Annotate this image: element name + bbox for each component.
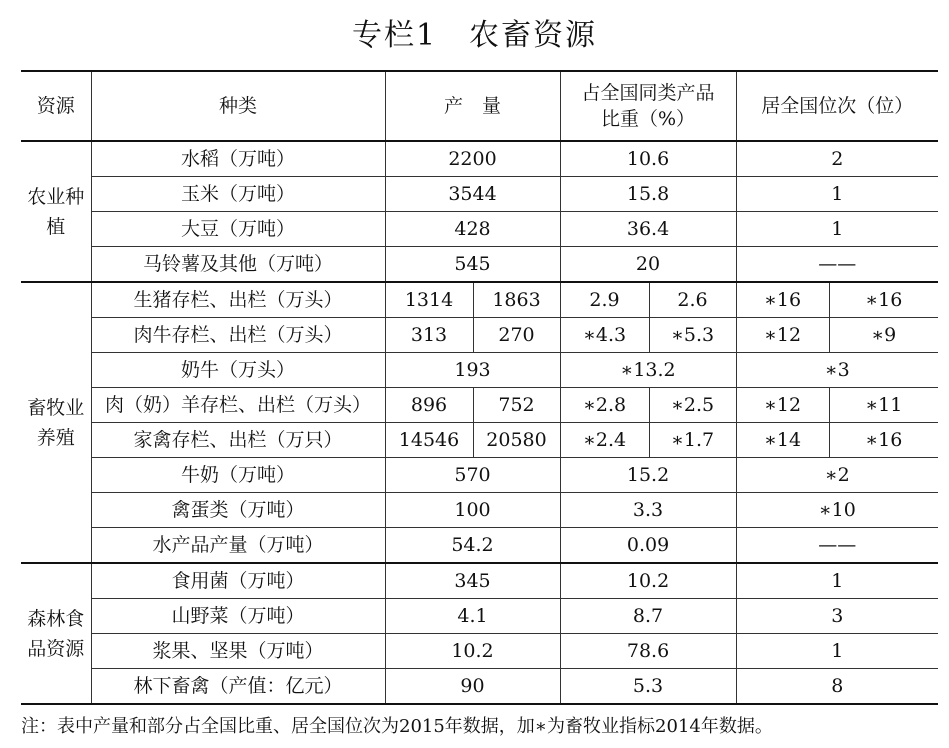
type-cell: 禽蛋类（万吨） xyxy=(91,493,385,528)
table-row xyxy=(21,669,938,705)
output-cell: 345 xyxy=(385,563,560,599)
output-cell: 4.1 xyxy=(385,599,560,634)
type-cell: 肉（奶）羊存栏、出栏（万头） xyxy=(91,388,385,423)
share-cell: 5.3 xyxy=(560,669,736,705)
share-cell: 20 xyxy=(560,247,736,283)
type-cell: 山野菜（万吨） xyxy=(91,599,385,634)
header-output: 产 量 xyxy=(385,71,560,141)
rank-cell: ∗16 xyxy=(829,282,938,318)
output-cell: 193 xyxy=(385,353,560,388)
share-cell: ∗2.8 xyxy=(560,388,649,423)
output-cell: 1314 xyxy=(385,282,473,318)
rank-cell: —— xyxy=(736,247,938,283)
output-cell: 1863 xyxy=(473,282,560,318)
share-cell: ∗2.5 xyxy=(649,388,736,423)
output-cell: 313 xyxy=(385,318,473,353)
share-cell: ∗5.3 xyxy=(649,318,736,353)
rank-cell: ∗10 xyxy=(736,493,938,528)
group-label: 森林食品资源 xyxy=(21,563,91,704)
share-cell: ∗1.7 xyxy=(649,423,736,458)
table-row xyxy=(21,423,938,458)
type-cell: 肉牛存栏、出栏（万头） xyxy=(91,318,385,353)
share-cell: 15.2 xyxy=(560,458,736,493)
table-row xyxy=(21,563,938,599)
rank-cell: 1 xyxy=(736,634,938,669)
output-cell: 896 xyxy=(385,388,473,423)
type-cell: 奶牛（万头） xyxy=(91,353,385,388)
rank-cell: ∗9 xyxy=(829,318,938,353)
rank-cell: ∗12 xyxy=(736,318,829,353)
output-cell: 545 xyxy=(385,247,560,283)
table-row xyxy=(21,212,938,247)
type-cell: 家禽存栏、出栏（万只） xyxy=(91,423,385,458)
share-cell: ∗2.4 xyxy=(560,423,649,458)
table-body xyxy=(21,141,938,704)
output-cell: 428 xyxy=(385,212,560,247)
rank-cell: ∗2 xyxy=(736,458,938,493)
type-cell: 浆果、坚果（万吨） xyxy=(91,634,385,669)
rank-cell: 8 xyxy=(736,669,938,705)
output-cell: 100 xyxy=(385,493,560,528)
rank-cell: ∗16 xyxy=(829,423,938,458)
rank-cell: ∗11 xyxy=(829,388,938,423)
type-cell: 马铃薯及其他（万吨） xyxy=(91,247,385,283)
output-cell: 752 xyxy=(473,388,560,423)
output-cell: 20580 xyxy=(473,423,560,458)
table-row xyxy=(21,528,938,564)
header-share: 占全国同类产品比重（%） xyxy=(560,71,736,141)
rank-cell: 2 xyxy=(736,141,938,177)
share-cell: 2.9 xyxy=(560,282,649,318)
page-title: 专栏1 农畜资源 xyxy=(351,18,598,53)
output-cell: 54.2 xyxy=(385,528,560,564)
share-cell: 3.3 xyxy=(560,493,736,528)
type-cell: 林下畜禽（产值：亿元） xyxy=(91,669,385,705)
share-cell: 36.4 xyxy=(560,212,736,247)
share-cell: ∗13.2 xyxy=(560,353,736,388)
type-cell: 水产品产量（万吨） xyxy=(91,528,385,564)
table-row xyxy=(21,388,938,423)
share-cell: 15.8 xyxy=(560,177,736,212)
header-rank: 居全国位次（位） xyxy=(736,71,938,141)
type-cell: 生猪存栏、出栏（万头） xyxy=(91,282,385,318)
share-cell: 0.09 xyxy=(560,528,736,564)
type-cell: 大豆（万吨） xyxy=(91,212,385,247)
output-cell: 2200 xyxy=(385,141,560,177)
table-row xyxy=(21,634,938,669)
table-row xyxy=(21,177,938,212)
table-row xyxy=(21,318,938,353)
rank-cell: ∗12 xyxy=(736,388,829,423)
share-cell: 10.2 xyxy=(560,563,736,599)
type-cell: 玉米（万吨） xyxy=(91,177,385,212)
share-cell: 2.6 xyxy=(649,282,736,318)
header-resource: 资源 xyxy=(21,71,91,141)
group-label: 畜牧业养殖 xyxy=(21,282,91,563)
share-cell: ∗4.3 xyxy=(560,318,649,353)
table-row xyxy=(21,141,938,177)
type-cell: 水稻（万吨） xyxy=(91,141,385,177)
table-row xyxy=(21,247,938,283)
output-cell: 570 xyxy=(385,458,560,493)
table-row xyxy=(21,458,938,493)
rank-cell: 1 xyxy=(736,212,938,247)
output-cell: 14546 xyxy=(385,423,473,458)
share-cell: 10.6 xyxy=(560,141,736,177)
resource-table xyxy=(21,70,938,705)
share-cell: 78.6 xyxy=(560,634,736,669)
footnote: 注：表中产量和部分占全国比重、居全国位次为2015年数据，加∗为畜牧业指标2014年数据。 xyxy=(21,716,773,737)
share-cell: 8.7 xyxy=(560,599,736,634)
rank-cell: ∗16 xyxy=(736,282,829,318)
type-cell: 食用菌（万吨） xyxy=(91,563,385,599)
rank-cell: 3 xyxy=(736,599,938,634)
rank-cell: 1 xyxy=(736,177,938,212)
group-label: 农业种植 xyxy=(21,141,91,282)
rank-cell: ∗14 xyxy=(736,423,829,458)
type-cell: 牛奶（万吨） xyxy=(91,458,385,493)
rank-cell: 1 xyxy=(736,563,938,599)
table-row xyxy=(21,353,938,388)
output-cell: 10.2 xyxy=(385,634,560,669)
output-cell: 90 xyxy=(385,669,560,705)
rank-cell: —— xyxy=(736,528,938,564)
output-cell: 270 xyxy=(473,318,560,353)
table-row xyxy=(21,493,938,528)
table-header-row xyxy=(21,71,938,141)
rank-cell: ∗3 xyxy=(736,353,938,388)
table-row xyxy=(21,282,938,318)
header-type: 种类 xyxy=(91,71,385,141)
output-cell: 3544 xyxy=(385,177,560,212)
table-row xyxy=(21,599,938,634)
